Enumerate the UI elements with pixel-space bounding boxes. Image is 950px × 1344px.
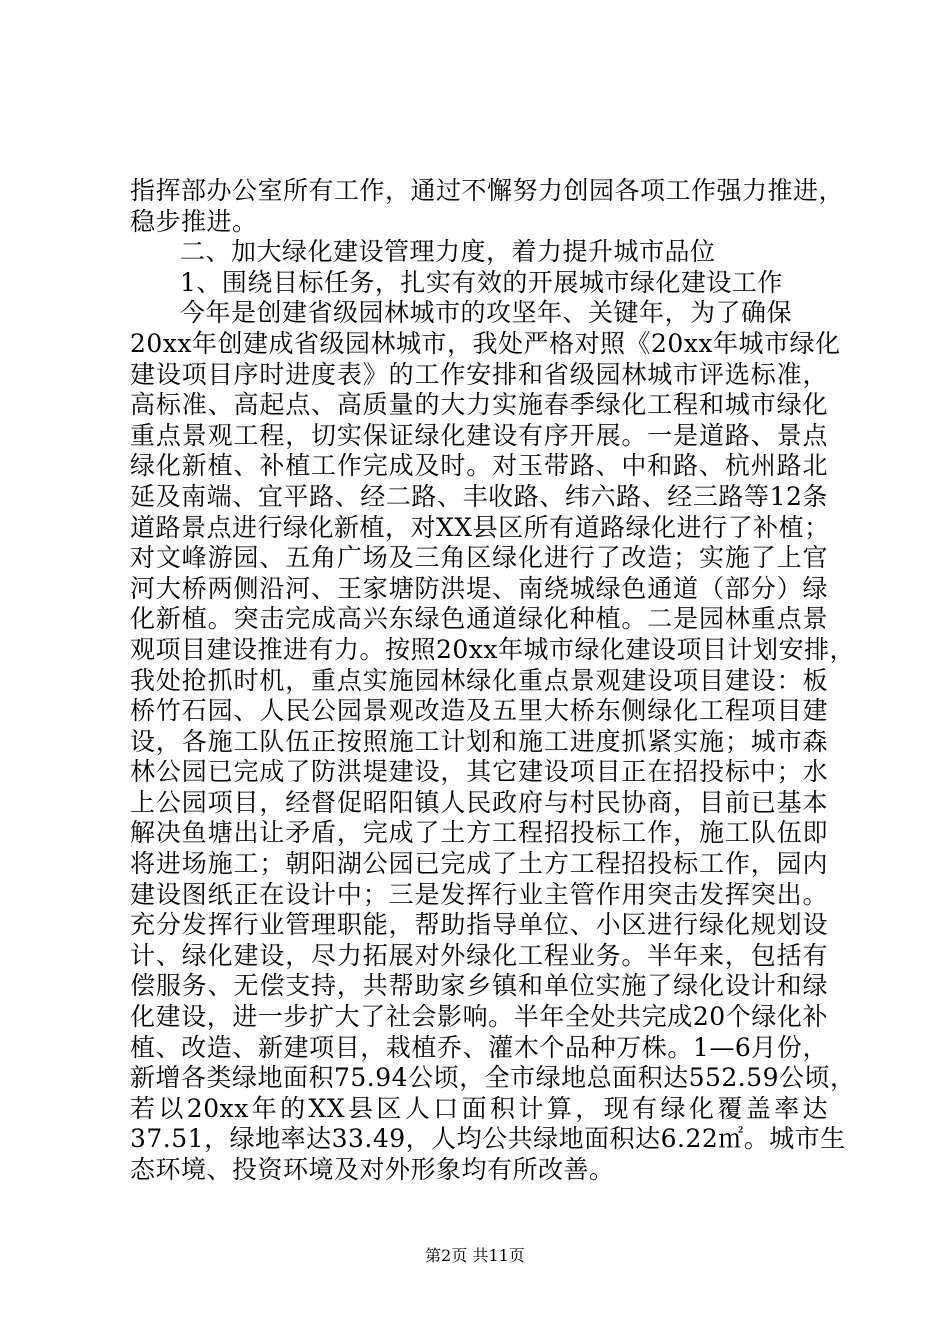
text-line: 设，各施工队伍正按照施工计划和施工进度抓紧实施；城市森 xyxy=(130,726,828,756)
text-line: 林公园已完成了防洪堤建设，其它建设项目正在招投标中；水 xyxy=(130,757,828,787)
subsection-heading: 1、围绕目标任务，扎实有效的开展城市绿化建设工作 xyxy=(180,267,783,297)
text-line: 20xx年创建成省级园林城市，我处严格对照《20xx年城市绿化 xyxy=(130,328,841,358)
text-line: 上公园项目，经督促昭阳镇人民政府与村民协商，目前已基本 xyxy=(130,787,828,817)
text-line: 道路景点进行绿化新植，对XX县区所有道路绿化进行了补植； xyxy=(130,512,830,542)
text-line: 解决鱼塘出让矛盾，完成了土方工程招投标工作，施工队伍即 xyxy=(130,818,828,848)
text-line: 计、绿化建设，尽力拓展对外绿化工程业务。半年来，包括有 xyxy=(130,940,828,970)
text-line: 对文峰游园、五角广场及三角区绿化进行了改造；实施了上官 xyxy=(130,543,828,573)
text-line: 延及南端、宜平路、经二路、丰收路、纬六路、经三路等12条 xyxy=(130,481,828,511)
text-line: 植、改造、新建项目，栽植乔、灌木个品种万株。1—6月份， xyxy=(130,1032,828,1062)
text-line: 指挥部办公室所有工作，通过不懈努力创园各项工作强力推进， xyxy=(130,176,845,205)
text-line: 若以20xx年的XX县区人口面积计算，现有绿化覆盖率达 xyxy=(130,1093,828,1123)
text-line: 充分发挥行业管理职能，帮助指导单位、小区进行绿化规划设 xyxy=(130,910,828,940)
text-line: 化新植。突击完成高兴东绿色通道绿化种植。二是园林重点景 xyxy=(130,604,828,634)
text-line: 将进场施工；朝阳湖公园已完成了土方工程招投标工作，园内 xyxy=(130,849,828,879)
text-line: 37.51，绿地率达33.49，人均公共绿地面积达6.22㎡。城市生 xyxy=(130,1124,846,1154)
text-line: 偿服务、无偿支持，共帮助家乡镇和单位实施了绿化设计和绿 xyxy=(130,971,828,1001)
text-line: 桥竹石园、人民公园景观改造及五里大桥东侧绿化工程项目建 xyxy=(130,696,828,726)
text-line: 稳步推进。 xyxy=(130,206,258,236)
section-heading: 二、加大绿化建设管理力度，着力提升城市品位 xyxy=(180,237,716,267)
text-line: 我处抢抓时机，重点实施园林绿化重点景观建设项目建设：板 xyxy=(130,665,828,695)
text-line: 绿化新植、补植工作完成及时。对玉带路、中和路、杭州路北 xyxy=(130,451,828,481)
text-line: 新增各类绿地面积75.94公顷，全市绿地总面积达552.59公顷， xyxy=(130,1063,856,1093)
text-line: 河大桥两侧沿河、王家塘防洪堤、南绕城绿色通道（部分）绿 xyxy=(130,573,828,603)
document-body xyxy=(130,176,856,1186)
page-number-footer: 第2页 共11页 xyxy=(425,1246,525,1265)
text-line: 建设图纸正在设计中；三是发挥行业主管作用突击发挥突出。 xyxy=(130,879,828,909)
text-line: 化建设，进一步扩大了社会影响。半年全处共完成20个绿化补 xyxy=(130,1002,828,1032)
paragraph-first-line: 今年是创建省级园林城市的攻坚年、关键年，为了确保 xyxy=(180,298,793,328)
text-line: 态环境、投资环境及对外形象均有所改善。 xyxy=(130,1155,615,1184)
text-line: 观项目建设推进有力。按照20xx年城市绿化建设项目计划安排， xyxy=(130,634,856,664)
text-line: 重点景观工程，切实保证绿化建设有序开展。一是道路、景点 xyxy=(130,420,828,450)
text-line: 建设项目序时进度表》的工作安排和省级园林城市评选标准， xyxy=(130,359,828,389)
text-line: 高标准、高起点、高质量的大力实施春季绿化工程和城市绿化 xyxy=(130,390,828,420)
